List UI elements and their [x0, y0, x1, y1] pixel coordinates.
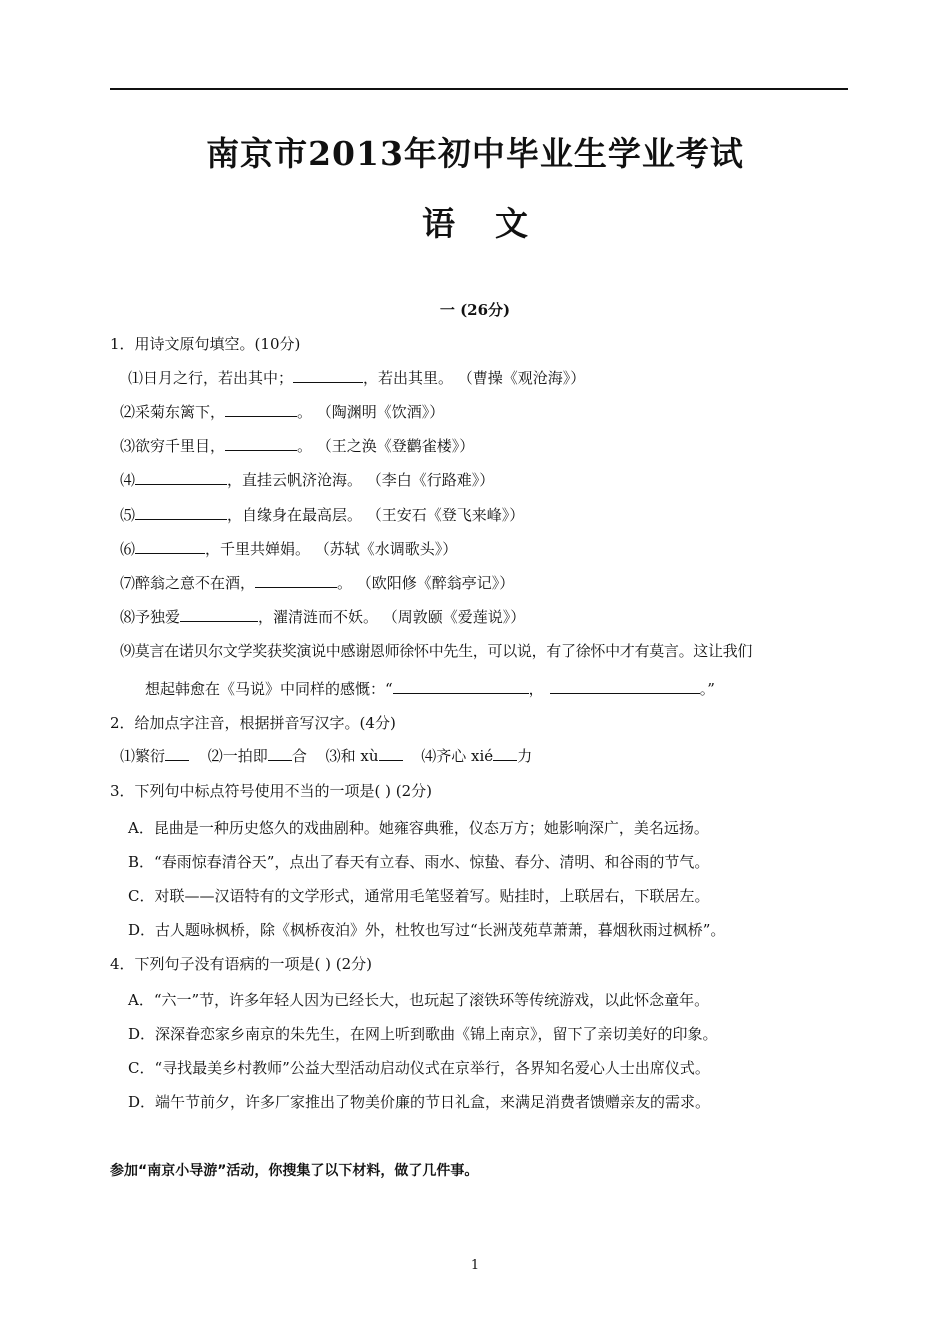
q3-option-a: A．昆曲是一种历史悠久的戏曲剧种。她雍容典雅，仪态万方；她影响深广，美名远扬。: [128, 819, 709, 837]
page-number: 1: [470, 1258, 480, 1273]
answer-blank[interactable]: [393, 679, 529, 694]
answer-blank[interactable]: [268, 746, 292, 761]
answer-blank[interactable]: [550, 679, 700, 694]
q3-option-c: C．对联——汉语特有的文学形式，通常用毛笔竖着写。贴挂时，上联居右，下联居左。: [128, 887, 710, 905]
question-1-stem: 1．用诗文原句填空。(10分): [110, 335, 301, 353]
q1-item-6: ⑹ ，千里共婵娟。 （苏轼《水调歌头》）: [120, 540, 458, 558]
subject-char-2: 文: [495, 204, 528, 243]
q4-option-d: D．端午节前夕，许多厂家推出了物美价廉的节日礼盒，来满足消费者馈赠亲友的需求。: [128, 1093, 711, 1111]
answer-blank[interactable]: [379, 746, 403, 761]
activity-intro: 参加“南京小导游”活动，你搜集了以下材料，做了几件事。: [110, 1163, 479, 1179]
exam-title: 南京市2013年初中毕业生学业考试: [206, 134, 744, 173]
answer-blank[interactable]: [493, 746, 517, 761]
answer-blank[interactable]: [255, 573, 337, 588]
answer-blank[interactable]: [135, 470, 227, 485]
q1-item-7: ⑺醉翁之意不在酒， 。 （欧阳修《醉翁亭记》）: [120, 574, 515, 592]
answer-blank[interactable]: [225, 402, 297, 417]
q1-item-9-line-2: 想起韩愈在《马说》中同样的感慨：“ ， 。”: [145, 680, 715, 698]
subject-char-1: 语: [422, 204, 455, 243]
question-4-stem: 4．下列句子没有语病的一项是( ) (2分): [110, 955, 373, 973]
answer-blank[interactable]: [135, 539, 205, 554]
section-heading: 一 (26分): [439, 301, 511, 319]
q4-option-b: D．深深眷恋家乡南京的朱先生，在网上听到歌曲《锦上南京》，留下了亲切美好的印象。: [128, 1025, 718, 1043]
q1-item-1: ⑴日月之行，若出其中； ，若出其里。 （曹操《观沧海》）: [128, 369, 586, 387]
answer-blank[interactable]: [180, 607, 258, 622]
answer-blank[interactable]: [165, 746, 189, 761]
answer-blank[interactable]: [293, 368, 363, 383]
q1-item-8: ⑻予独爱 ，濯清涟而不妖。 （周敦颐《爱莲说》）: [120, 608, 526, 626]
q4-option-a: A．“六一”节，许多年轻人因为已经长大，也玩起了滚铁环等传统游戏，以此怀念童年。: [128, 991, 710, 1009]
subject-title: [0, 198, 950, 245]
q1-item-4: ⑷ ，直挂云帆济沧海。 （李白《行路难》）: [120, 471, 495, 489]
q1-item-2: ⑵采菊东篱下， 。 （陶渊明《饮酒》）: [120, 403, 445, 421]
answer-blank[interactable]: [135, 505, 227, 520]
question-3-stem: 3．下列句中标点符号使用不当的一项是( ) (2分): [110, 782, 433, 800]
q1-item-5: ⑸ ，自缘身在最高层。 （王安石《登飞来峰》）: [120, 506, 525, 524]
q3-option-d: D．古人题咏枫桥，除《枫桥夜泊》外，杜牧也写过“长洲茂苑草萧萧，暮烟秋雨过枫桥”。: [128, 921, 726, 939]
q4-option-c: C．“寻找最美乡村教师”公益大型活动启动仪式在京举行，各界知名爱心人士出席仪式。: [128, 1059, 710, 1077]
q2-items: ⑴繁衍 ⑵一拍即 合 ⑶和 xù ⑷齐心 xié 力: [120, 747, 533, 765]
q1-item-9-line-1: ⑼莫言在诺贝尔文学奖获奖演说中感谢恩师徐怀中先生，可以说，有了徐怀中才有莫言。这让我们: [120, 642, 753, 660]
header-rule: [110, 88, 848, 90]
question-2-stem: 2．给加点字注音，根据拼音写汉字。(4分): [110, 714, 396, 732]
q1-item-3: ⑶欲穷千里目， 。 （王之涣《登鹳雀楼》）: [120, 437, 475, 455]
answer-blank[interactable]: [225, 436, 297, 451]
q3-option-b: B．“春雨惊春清谷天”，点出了春天有立春、雨水、惊蛰、春分、清明、和谷雨的节气。: [128, 853, 710, 871]
